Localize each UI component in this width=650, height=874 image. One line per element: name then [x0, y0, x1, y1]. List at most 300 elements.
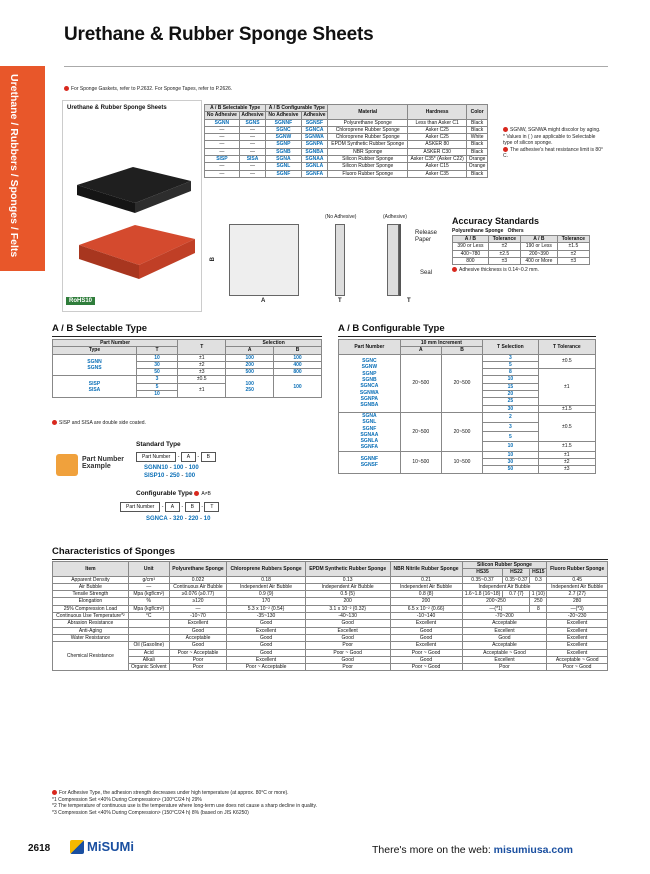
table-cell: —	[205, 134, 240, 141]
table-cell: -20~230	[547, 613, 608, 620]
table-cell: Black	[467, 119, 488, 126]
table-cell: 200	[305, 598, 390, 605]
side-tab-label: Urethane / Rubbers / Sponges / Felts	[8, 74, 20, 258]
table-cell: Water Resistance	[53, 634, 129, 641]
table-cell: ≥120	[169, 598, 227, 605]
table-cell: ±0.5	[178, 376, 226, 383]
table-cell: 10	[136, 354, 177, 361]
table-cell: 1.6~1.8 {16~18}	[462, 591, 503, 598]
table-cell: SGNN SGNS	[53, 354, 137, 376]
table-row	[53, 583, 608, 590]
table-cell: Poor ~ Good	[390, 664, 462, 671]
table-cell: 6.5 x 10⁻² {0.66}	[390, 605, 462, 612]
table-cell: Organic Solvent	[128, 664, 169, 671]
table-cell: 30	[136, 361, 177, 368]
table-row	[53, 642, 608, 649]
table-cell: ASKER 80	[408, 141, 467, 148]
table-row	[53, 627, 608, 634]
table-cell: Elongation	[53, 598, 129, 605]
sponge-sheets-image	[63, 115, 201, 305]
table-cell: ±1.5	[538, 442, 595, 452]
table-row	[53, 656, 608, 663]
table-cell: Anti-Aging	[53, 627, 129, 634]
label-adhesive: (Adhesive)	[383, 214, 407, 220]
table-cell: Independent Air Bubble	[305, 583, 390, 590]
table-cell: 25% Compression Load	[53, 605, 129, 612]
table-cell: Abrasion Resistance	[53, 620, 129, 627]
table-cell: Acceptable	[462, 620, 547, 627]
table-cell: 50	[483, 466, 538, 473]
dimension-diagram	[205, 212, 445, 312]
table-cell: EPDM Synthetic Rubber Sponge	[328, 141, 408, 148]
sub-no-adhesive: No Adhesive	[266, 112, 301, 119]
header-hardness: Hardness	[408, 105, 467, 120]
table-cell: -40~130	[305, 613, 390, 620]
table-cell: SGNL	[266, 163, 301, 170]
table-cell: —	[205, 170, 240, 177]
table-cell: Apparent Density	[53, 576, 129, 583]
table-cell: Good	[305, 620, 390, 627]
table-cell: 10	[483, 376, 538, 383]
table-cell: ±1	[178, 383, 226, 398]
table-cell: 0.7 {7}	[503, 591, 530, 598]
table-cell: Asker C35* (Asker C22)	[408, 156, 467, 163]
table-row	[53, 376, 322, 383]
pn-example-label: Part Number Example	[82, 456, 125, 470]
table-row	[339, 354, 596, 361]
table-cell: SGNPA	[301, 141, 328, 148]
table-cell: ±1	[538, 451, 595, 458]
table-cell: Excellent	[227, 627, 306, 634]
table-cell: SGNF	[266, 170, 301, 177]
table-cell: Continuous Use Temperature*²	[53, 613, 129, 620]
table-row	[205, 156, 488, 163]
table-cell: °C	[128, 613, 169, 620]
table-cell: 170	[227, 598, 306, 605]
table-cell: SGNAA	[301, 156, 328, 163]
table-cell: 10	[483, 451, 538, 458]
table-cell: Excellent	[547, 634, 608, 641]
table-cell: -10~140	[390, 613, 462, 620]
table-cell: Chloroprene Rubber Sponge	[328, 134, 408, 141]
table-cell: Acceptable ~ Good	[547, 656, 608, 663]
table-cell: 250	[530, 598, 547, 605]
accuracy-poly-label: Polyurethane Sponge	[452, 228, 504, 234]
product-label: Urethane & Rubber Sponge Sheets	[67, 105, 167, 111]
table-cell: SGNBA	[301, 148, 328, 155]
table-cell: SGNB	[266, 148, 301, 155]
table-cell: 800	[274, 369, 322, 376]
table-cell: 200	[390, 598, 462, 605]
table-cell: 5.3 x 10⁻² {0.54}	[227, 605, 306, 612]
table-row	[205, 163, 488, 170]
sheet-side-view	[335, 224, 345, 296]
table-cell: 500	[226, 369, 274, 376]
table-cell: —	[205, 126, 240, 133]
configurable-table: Part Number 10 mm Increment T Selection T Tolerance A B SGNC SGNW SGNP SGNB SGNCA SGNWA SGNPA SGNBA 20~500 20~500 3 ±0.5 5 8 ±1 10 15 20 25 30 ±1.5 SGNA SGNL SGNF SGNAA SGNLA SGNFA 20~500 20~500 2 ±0.5 3 5 10 ±1.5 SGNNF SGNSF 10~500 10~500 10 ±1 30 ±2 50 ±3	[338, 339, 596, 474]
table-cell: 400~780	[453, 250, 489, 257]
table-row	[53, 605, 608, 612]
table-cell: 200~390	[520, 250, 557, 257]
table-cell: —	[169, 605, 227, 612]
table-cell: ASKER C30	[408, 148, 467, 155]
table-cell: SGNW	[266, 134, 301, 141]
table-cell: Black	[467, 141, 488, 148]
table-cell: 5	[483, 361, 538, 368]
accuracy-title: Accuracy Standards	[452, 216, 540, 226]
table-cell: 2.7 {27}	[547, 591, 608, 598]
top-rule	[64, 66, 608, 67]
header-configurable: A / B Configurable Type	[266, 105, 328, 112]
table-cell: Black	[467, 170, 488, 177]
table-cell: 10~500	[441, 451, 482, 473]
table-cell: SISA	[239, 156, 266, 163]
info-bullet-icon	[194, 491, 199, 496]
table-cell: Mpa (kgf/cm²)	[128, 591, 169, 598]
configurable-type-label: Configurable Type A≠B	[136, 490, 211, 497]
table-cell: 400 or More	[520, 257, 557, 264]
table-cell: 10	[483, 442, 538, 452]
table-cell: 0.35~0.37	[503, 576, 530, 583]
table-cell: ±3	[488, 257, 520, 264]
table-cell: Good	[390, 627, 462, 634]
table-cell: 100	[274, 354, 322, 361]
table-cell: Poor	[305, 642, 390, 649]
table-cell: —	[239, 141, 266, 148]
table-cell: 30	[483, 459, 538, 466]
header-color: Color	[467, 105, 488, 120]
table-cell: Air Bubble	[53, 583, 129, 590]
header-selectable: A / B Selectable Type	[205, 105, 266, 112]
table-cell: SGNWA	[301, 134, 328, 141]
table-cell: ±1.5	[538, 405, 595, 412]
table-cell: SGNNF SGNSF	[339, 451, 401, 473]
table-cell: SISP SISA	[53, 376, 137, 398]
table-row	[53, 634, 608, 641]
table-cell: SGNA SGNL SGNF SGNAA SGNLA SGNFA	[339, 412, 401, 451]
table-cell: SGNC SGNW SGNP SGNB SGNCA SGNWA SGNPA SGNBA	[339, 354, 401, 412]
table-row	[53, 598, 608, 605]
table-row	[53, 613, 608, 620]
table-cell: —	[239, 126, 266, 133]
label-seal: Seal	[420, 270, 433, 276]
table-cell: 5	[136, 383, 177, 390]
table-cell: 0.8 {8}	[390, 591, 462, 598]
table-cell: Good	[169, 642, 227, 649]
table-cell	[128, 634, 169, 641]
table-cell: SGNN	[205, 119, 240, 126]
table-cell: Black	[467, 148, 488, 155]
table-cell: 0.18	[227, 576, 306, 583]
table-row	[205, 148, 488, 155]
sheet-face-view	[229, 224, 299, 296]
table-cell: 0.9 {9}	[227, 591, 306, 598]
table-cell: Excellent	[547, 627, 608, 634]
table-row	[205, 141, 488, 148]
table-row	[339, 412, 596, 422]
accuracy-note: Adhesive thickness is 0.14~0.2 mm.	[459, 267, 539, 274]
table-cell: 50	[136, 369, 177, 376]
sub-no-adhesive: No Adhesive	[205, 112, 240, 119]
table-cell: SISP	[205, 156, 240, 163]
table-cell: —	[128, 583, 169, 590]
table-cell: Less than Asker C1	[408, 119, 467, 126]
table-cell: —	[205, 163, 240, 170]
table-cell: Fluoro Rubber Sponge	[328, 170, 408, 177]
table-cell: ±0.5	[538, 354, 595, 369]
table-row	[53, 649, 608, 656]
table-cell: Good	[227, 620, 306, 627]
table-cell: Poor ~ Acceptable	[227, 664, 306, 671]
seal-layer	[399, 224, 401, 296]
table-cell: Tensile Strength	[53, 591, 129, 598]
label-release-paper: Release Paper	[415, 230, 438, 243]
table-cell: ±3	[178, 369, 226, 376]
info-bullet-icon	[52, 420, 57, 425]
selectable-table: Part Number T Selection Type T A B SGNN SGNS 10 ±1 100 100 30 ±2 200 400 50 ±3 500 800 SISP SISA 3 ±0.5 100 250 100 5 ±1 10	[52, 339, 322, 398]
table-cell: %	[128, 598, 169, 605]
table-cell: 0.21	[390, 576, 462, 583]
table-cell: Good	[169, 627, 227, 634]
table-cell: Alkali	[128, 656, 169, 663]
table-cell: 0.35~0.37	[462, 576, 503, 583]
table-cell: SGNLA	[301, 163, 328, 170]
table-cell: g/cm³	[128, 576, 169, 583]
table-cell: ≥0.076 (≥0.77)	[169, 591, 227, 598]
table-row	[53, 620, 608, 627]
side-tab	[0, 66, 45, 271]
table-cell: Excellent	[305, 627, 390, 634]
table-cell: 100 250	[226, 376, 274, 398]
table-cell: 3	[483, 422, 538, 432]
selectable-title: A / B Selectable Type	[52, 323, 148, 334]
table-cell: Poor ~ Good	[390, 649, 462, 656]
table-cell: Excellent	[547, 620, 608, 627]
table-cell: Excellent	[462, 656, 547, 663]
sub-adhesive: Adhesive	[239, 112, 266, 119]
footer-web: There's more on the web: misumiusa.com	[372, 844, 574, 856]
section-rule	[52, 559, 608, 560]
table-row	[453, 257, 590, 264]
table-cell: 390 or Less	[453, 243, 489, 250]
table-cell: 20~500	[441, 354, 482, 412]
table-cell: Chloroprene Rubber Sponge	[328, 126, 408, 133]
table-cell: Poor	[169, 656, 227, 663]
table-cell: Poor ~ Acceptable	[169, 649, 227, 656]
table-cell: Poor	[305, 664, 390, 671]
table-cell: 20~500	[400, 412, 441, 451]
info-bullet-icon	[452, 267, 457, 272]
part-number-example	[54, 441, 324, 536]
characteristics-table: Item Unit Polyurethane Sponge Chloroprene Rubbers Sponge EPDM Synthetic Rubber Sponge NBR Nitrile Rubber Sponge Silicon Rubber Sponge Fluoro Rubber Sponge HS35 HS22 HS15 Apparent Density g/cm³ 0.022 0.18 0.13 0.21 0.35~0.37 0.35~0.37 0.3 0.45 Air Bubble — Continuous Air Bubble Independent Air Bubble Independent Air Bubble Independent Air Bubble Independent Air Bubble Independent Air Bubble Tensile Strength Mpa (kgf/cm²) ≥0.076 (≥0.77) 0.9 {9} 0.5 {5} 0.8 {8} 1.6~1.8 {16~18} 0.7 {7} 1 {10} 2.7 {27} Elongation % ≥120 170 200 200 200~250 250 280 25% Compression Load Mpa (kgf/cm²) — 5.3 x 10⁻² {0.54} 3.1 x 10⁻² {0.32} 6.5 x 10⁻² {0.66} —(*1) 8 —(*3) Continuous Use Temperature*² °C -10~70 -35~130 -40~130 -10~140 -70~200 -20~230 Abrasion Resistance Excellent Good Good Excellent Acceptable Excellent Anti-Aging Good Excellent Excellent Good Excellent Excellent Water Resistance Acceptable Good Good Good Good Excellent Chemical Resistance Oil (Gasoline) Good Good Poor Excellent Acceptable Excellent Acid Poor ~ Acceptable Good Poor ~ Good Poor ~ Good Acceptable ~ Good Excellent Alkali Poor Excellent Good Good Excellent Acceptable ~ Good Organic Solvent Poor Poor ~ Acceptable Poor Poor ~ Good Poor Poor ~ Good	[52, 561, 608, 671]
table-cell: 8	[530, 605, 547, 612]
table-cell: Good	[305, 656, 390, 663]
table-cell: 280	[547, 598, 608, 605]
configurable-example: SGNCA - 320 - 220 - 10	[146, 516, 211, 522]
table-cell	[128, 627, 169, 634]
table-cell: ±0.5	[538, 412, 595, 441]
table-cell: Orange	[467, 163, 488, 170]
table-cell: ±2.5	[488, 250, 520, 257]
info-bullet-icon	[503, 127, 508, 132]
table-cell: SGNCA	[301, 126, 328, 133]
table-cell: —	[239, 148, 266, 155]
table-row	[205, 170, 488, 177]
table-cell: Silicon Rubber Sponge	[328, 163, 408, 170]
adhesive-side-view	[387, 224, 399, 296]
table-row	[53, 354, 322, 361]
footer-url[interactable]: misumiusa.com	[493, 844, 574, 856]
table-cell: Asker C15	[408, 163, 467, 170]
table-cell: Polyurethane Sponge	[328, 119, 408, 126]
table-cell: Poor	[169, 664, 227, 671]
table-cell	[128, 620, 169, 627]
table-cell: —	[239, 134, 266, 141]
table-cell: Excellent	[169, 620, 227, 627]
table-cell: Acid	[128, 649, 169, 656]
table-cell: Asker C25	[408, 126, 467, 133]
table-cell: ±2	[557, 250, 589, 257]
table-cell: -70~200	[462, 613, 547, 620]
table-cell: -10~70	[169, 613, 227, 620]
top-note: For Sponge Gaskets, refer to P.2632. For Sponge Tapes, refer to P.2626.	[64, 86, 232, 93]
table-cell: Silicon Rubber Sponge	[328, 156, 408, 163]
table-cell: Good	[462, 634, 547, 641]
page-title: Urethane & Rubber Sponge Sheets	[64, 24, 374, 45]
table-cell: SGNS	[239, 119, 266, 126]
side-notes: SGNW, SGNWA might discolor by aging. * Values in ( ) are applicable to Selectable type of silicon sponge. The adhesive's heat resistance limit is 80° C.	[503, 127, 603, 159]
section-rule	[52, 336, 322, 337]
table-cell: 100	[274, 376, 322, 398]
section-rule	[338, 336, 596, 337]
table-cell: Oil (Gasoline)	[128, 642, 169, 649]
table-cell: 0.5 {5}	[305, 591, 390, 598]
table-cell: Orange	[467, 156, 488, 163]
brand-logo: MiSUMi	[70, 839, 134, 854]
table-cell: ±2	[488, 243, 520, 250]
table-cell: 2	[483, 412, 538, 422]
dim-t-label: T	[407, 298, 411, 304]
main-spec-table	[204, 104, 488, 178]
table-cell: 3	[483, 354, 538, 361]
standard-type-label: Standard Type	[136, 441, 181, 448]
table-cell: 8	[483, 369, 538, 376]
table-cell: -35~130	[227, 613, 306, 620]
table-cell: Independent Air Bubble	[462, 583, 547, 590]
table-cell: Independent Air Bubble	[227, 583, 306, 590]
table-cell: —	[205, 141, 240, 148]
accuracy-standards	[452, 216, 592, 274]
sub-adhesive: Adhesive	[301, 112, 328, 119]
info-bullet-icon	[64, 86, 69, 91]
table-cell: 100	[226, 354, 274, 361]
table-cell: 200~250	[462, 598, 530, 605]
dim-b-label: B	[209, 257, 216, 262]
standard-examples: SGNN10 - 100 - 100 SISP10 - 250 - 100	[144, 465, 199, 479]
table-cell: Black	[467, 126, 488, 133]
table-cell: 25	[483, 398, 538, 405]
info-bullet-icon	[503, 147, 508, 152]
table-row	[53, 576, 608, 583]
table-cell: 0.3	[530, 576, 547, 583]
table-cell: SGNFA	[301, 170, 328, 177]
table-cell: Acceptable	[169, 634, 227, 641]
table-row	[205, 126, 488, 133]
table-row	[53, 664, 608, 671]
accuracy-others-label: Others	[507, 228, 524, 234]
table-cell: ±3	[557, 257, 589, 264]
selectable-note: SISP and SISA are double side coated.	[59, 420, 146, 426]
table-cell: Excellent	[547, 649, 608, 656]
info-bullet-icon	[52, 790, 57, 795]
table-cell: Good	[227, 634, 306, 641]
table-cell: SGNSF	[301, 119, 328, 126]
table-cell: Asker C25	[408, 134, 467, 141]
table-cell: Chemical Resistance	[53, 642, 129, 671]
table-cell: —	[205, 148, 240, 155]
table-cell: 3	[136, 376, 177, 383]
table-cell: Mpa (kgf/cm²)	[128, 605, 169, 612]
table-cell: 5	[483, 432, 538, 442]
table-cell: ±2	[538, 459, 595, 466]
page-number: 2618	[28, 843, 51, 854]
table-cell: Good	[390, 656, 462, 663]
table-cell: ±1	[538, 369, 595, 405]
table-cell: ±3	[538, 466, 595, 473]
dim-a-label: A	[261, 298, 266, 304]
label-no-adhesive: (No Adhesive)	[325, 214, 357, 220]
table-cell: Excellent	[227, 656, 306, 663]
table-cell: —	[239, 163, 266, 170]
table-cell: 10~500	[400, 451, 441, 473]
footnotes: For Adhesive Type, the adhesion strength decreases under high temperature (at approx. 80°C or more). *1 Compression Set <40% During Compression> (100°C/24 h) 29% *2 The temperature of continuous use is the temperature where long-term use does not cause a sharp decline in quality. *3 Compression Set <40% During Compression> (150°C/24 h) 8% (based on JIS K6250)	[52, 790, 317, 816]
table-cell: Excellent	[390, 642, 462, 649]
table-cell: SGNA	[266, 156, 301, 163]
table-cell: 1 {10}	[531, 591, 545, 598]
table-cell: 30	[483, 405, 538, 412]
table-cell: Excellent	[390, 620, 462, 627]
table-cell: SGNP	[266, 141, 301, 148]
table-cell: 400	[274, 361, 322, 368]
table-cell: 0.13	[305, 576, 390, 583]
table-cell: ±1	[178, 354, 226, 361]
table-cell: Good	[227, 649, 306, 656]
table-row	[205, 134, 488, 141]
table-cell: Acceptable	[462, 642, 547, 649]
table-cell: Good	[305, 634, 390, 641]
table-cell: 200	[226, 361, 274, 368]
accuracy-table: A / B Tolerance A / B Tolerance 390 or Less ±2 190 or Less ±1.5 400~780 ±2.5 200~390 ±2 800 ±3 400 or More ±3	[452, 235, 590, 265]
characteristics-title: Characteristics of Sponges	[52, 546, 176, 557]
table-cell: Independent Air Bubble	[547, 583, 608, 590]
table-cell: 0.45	[547, 576, 608, 583]
table-cell: —(*3)	[547, 605, 608, 612]
table-cell: 20~500	[441, 412, 482, 451]
table-cell: 15	[483, 383, 538, 390]
dim-t-label: T	[338, 298, 342, 304]
table-cell: 800	[453, 257, 489, 264]
table-cell: SGNC	[266, 126, 301, 133]
table-cell: 190 or Less	[520, 243, 557, 250]
standard-format: Part Number - A - B	[136, 452, 216, 462]
table-cell: NBR Sponge	[328, 148, 408, 155]
table-cell: ±2	[178, 361, 226, 368]
table-cell: —	[239, 170, 266, 177]
table-cell: Excellent	[462, 627, 547, 634]
configurable-title: A / B Configurable Type	[338, 323, 445, 334]
table-cell: ±1.5	[557, 243, 589, 250]
table-cell: Continuous Air Bubble	[169, 583, 227, 590]
